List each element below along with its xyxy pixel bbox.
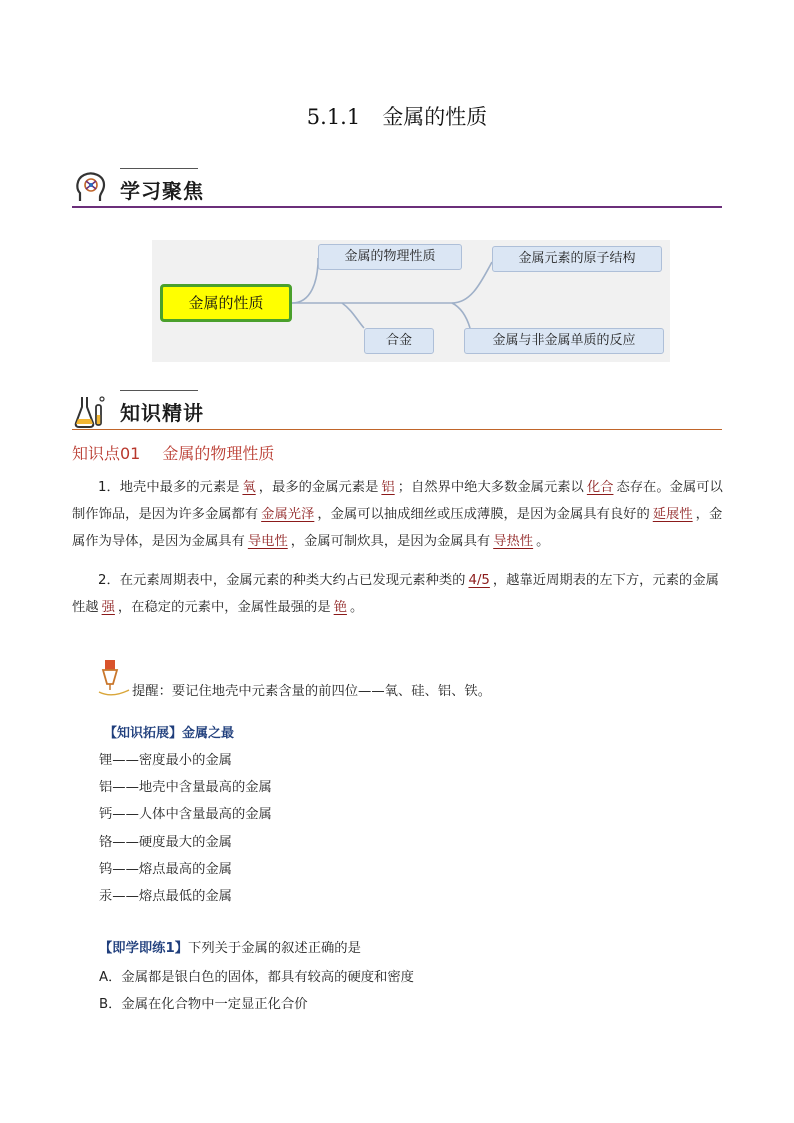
knowledge-point-code: 知识点01 <box>72 444 141 463</box>
concept-mindmap <box>152 240 670 362</box>
extension-heading: 【知识拓展】金属之最 <box>104 726 235 741</box>
exercise-option-a: A．金属都是银白色的固体，都具有较高的硬度和密度 <box>99 970 414 985</box>
paragraph-2 <box>72 567 724 621</box>
section-number: 5.1.1 <box>306 105 361 129</box>
p1-text-1: 1．地壳中最多的元素是 <box>98 480 240 495</box>
mindmap-center-node: 金属的性质 <box>160 284 292 322</box>
extension-list <box>99 747 272 910</box>
mindmap-node-nonmetal-reaction: 金属与非金属单质的反应 <box>464 328 664 354</box>
list-item: 汞——熔点最低的金属 <box>99 889 232 905</box>
exercise-option-b: B．金属在化合物中一定显正化合价 <box>99 997 308 1012</box>
focus-section-header <box>72 168 722 208</box>
paragraph-1 <box>72 474 724 555</box>
p1-blank-6: 导电性 <box>247 534 288 549</box>
list-item: 钙——人体中含量最高的金属 <box>99 807 272 823</box>
p2-blank-3: 铯 <box>333 600 347 615</box>
p2-text-3: ，在稳定的元素中，金属性最强的是 <box>117 600 331 615</box>
p1-text-5: ，金属可以抽成细丝或压成薄膜，是因为金属具有良好的 <box>317 507 650 522</box>
mindmap-node-atomic-structure: 金属元素的原子结构 <box>492 246 662 272</box>
mindmap-node-alloy: 合金 <box>364 328 434 354</box>
p1-blank-4: 金属光泽 <box>261 507 315 522</box>
pen-nib-icon <box>97 660 131 700</box>
p1-blank-5: 延展性 <box>652 507 693 522</box>
p1-text-2: ，最多的金属元素是 <box>258 480 379 495</box>
p1-text-4: 态存在。金属可以制作饰品，是因为许多金属都有 <box>72 480 723 522</box>
tip-block <box>97 660 597 700</box>
header-top-rule <box>120 390 198 391</box>
tip-text: 提醒：要记住地壳中元素含量的前四位——氧、硅、铝、铁。 <box>132 684 492 699</box>
title-text: 金属的性质 <box>382 105 488 129</box>
list-item: 钨——熔点最高的金属 <box>99 861 232 877</box>
page-title <box>0 101 794 131</box>
list-item: 铬——硬度最大的金属 <box>99 834 232 850</box>
flask-icon <box>74 393 110 429</box>
p1-text-8: 。 <box>536 534 550 549</box>
p1-text-3: ；自然界中绝大多数金属元素以 <box>397 480 584 495</box>
p2-text-2: ，越靠近周期表的左下方，元素的金属性越 <box>72 573 719 615</box>
focus-section-rule <box>72 206 722 208</box>
knowledge-section-label: 知识精讲 <box>120 401 204 425</box>
p1-blank-2: 铝 <box>381 480 395 495</box>
list-item: 锂——密度最小的金属 <box>99 753 232 768</box>
exercise-question-text: 下列关于金属的叙述正确的是 <box>188 941 361 956</box>
list-item: 铝——地壳中含量最高的金属 <box>99 780 272 796</box>
p2-blank-1: 4/5 <box>468 573 490 588</box>
exercise-question <box>99 937 361 956</box>
exercise-label: 【即学即练1】 <box>99 941 189 956</box>
head-brain-icon <box>74 171 110 207</box>
p1-blank-1: 氧 <box>242 480 256 495</box>
p1-text-6: ，金属作为导体，是因为金属具有 <box>72 507 723 549</box>
focus-section-label: 学习聚焦 <box>120 179 204 203</box>
p1-text-7: ，金属可制炊具，是因为金属具有 <box>290 534 491 549</box>
mindmap-node-physical-properties: 金属的物理性质 <box>318 244 462 270</box>
knowledge-section-rule <box>72 429 722 431</box>
p1-blank-7: 导热性 <box>493 534 534 549</box>
knowledge-point-name: 金属的物理性质 <box>162 444 275 463</box>
header-top-rule <box>120 168 198 169</box>
p2-text-4: 。 <box>349 600 364 615</box>
knowledge-point-title <box>72 441 274 464</box>
p1-blank-3: 化合 <box>586 480 614 495</box>
p2-text-1: 2．在元素周期表中，金属元素的种类大约占已发现元素种类的 <box>98 573 466 588</box>
knowledge-section-header <box>72 390 722 430</box>
p2-blank-2: 强 <box>101 600 115 615</box>
